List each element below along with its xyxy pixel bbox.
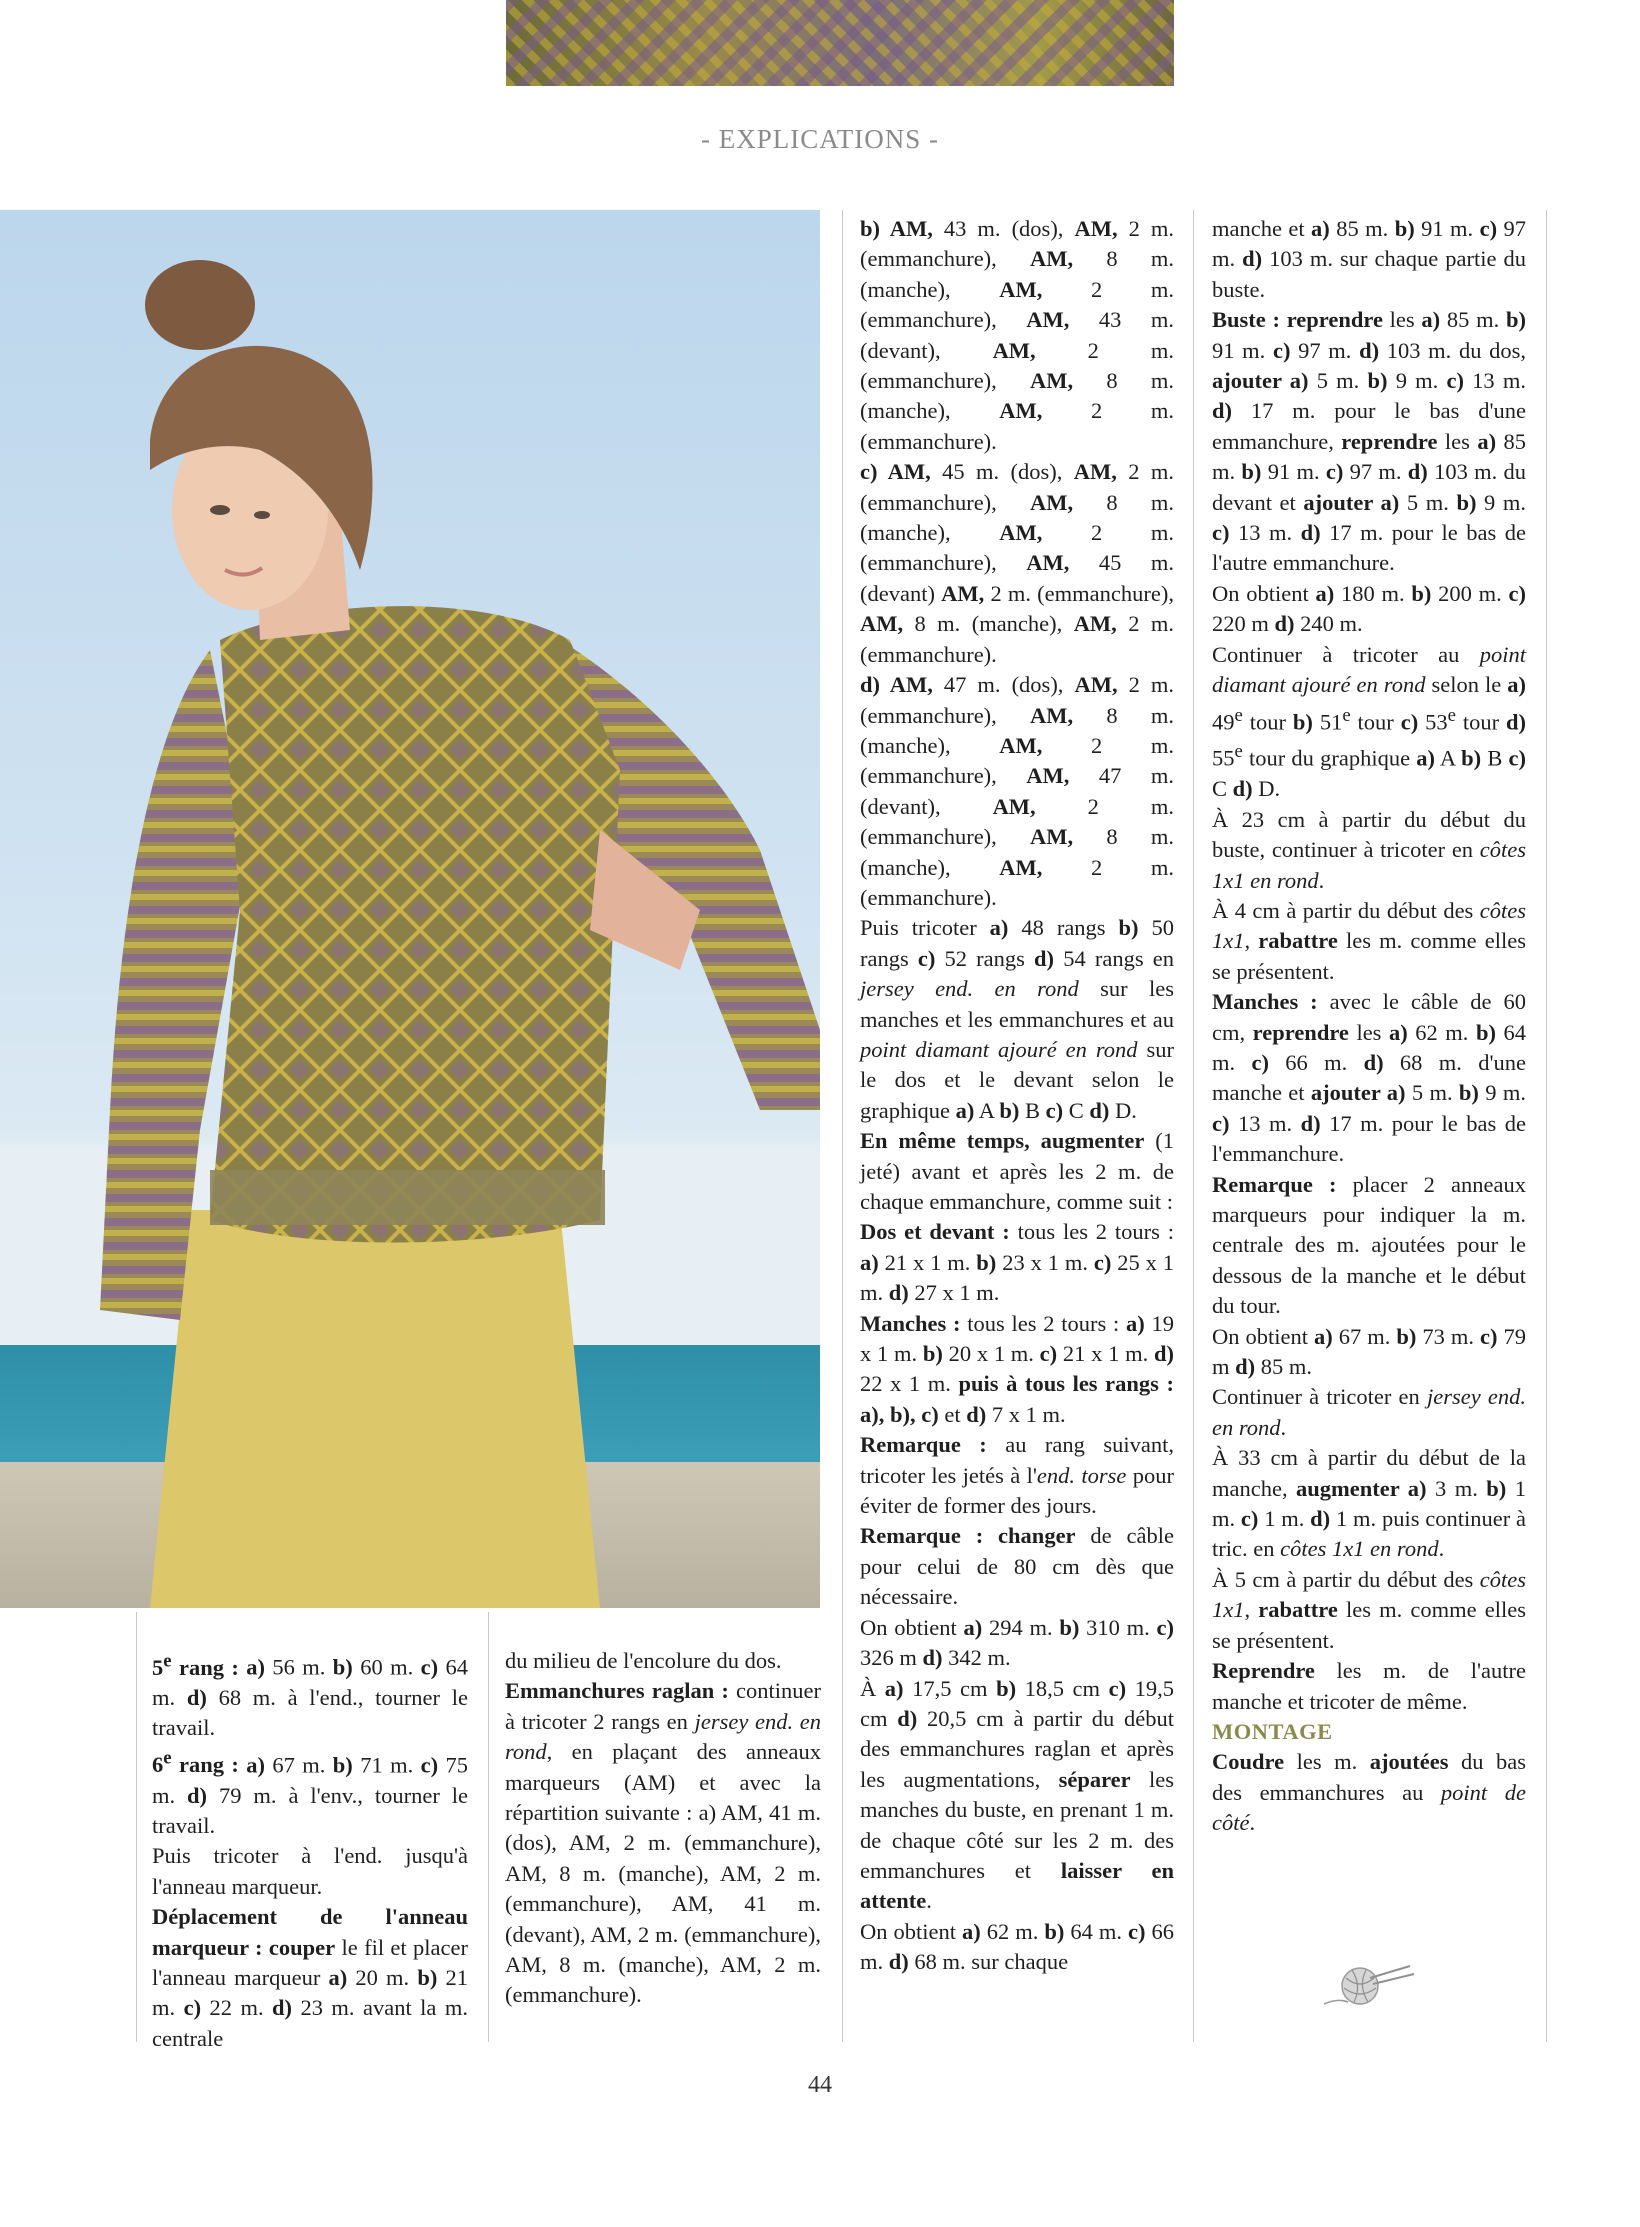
paragraph: Continuer à tricoter en jersey end. en rond. <box>1212 1384 1526 1440</box>
paragraph: Continuer à tricoter au point diamant ajouré en rond selon le a) 49e tour b) 51e tour c) 53e tour d) 55e tour du graphique a) A b) B c) C d) D. <box>1212 641 1527 802</box>
paragraph: manche et a) 85 m. b) 91 m. c) 97 m. d) 103 m. sur chaque partie du buste. <box>1212 216 1526 302</box>
paragraph: On obtient a) 67 m. b) 73 m. c) 79 m d) 85 m. <box>1212 1323 1526 1380</box>
paragraph: À 23 cm à partir du début du buste, continuer à tricoter en côtes 1x1 en rond. <box>1212 806 1526 893</box>
paragraph: Puis tricoter à l'end. jusqu'à l'anneau marqueur. <box>152 1843 468 1899</box>
paragraph: Remarque : changer de câble pour celui de 80 cm dès que nécessaire. <box>860 1523 1174 1610</box>
paragraph: On obtient a) 294 m. b) 310 m. c) 326 m d) 342 m. <box>860 1614 1174 1671</box>
paragraph: Emmanchures raglan : continuer à tricoter 2 rangs en jersey end. en rond, en plaçant des anneaux marqueurs (AM) et avec la répartition suivante : a) AM, 41 m. (dos), AM, 2 m. (emmanchure), AM, 8 m. (manche), AM, 2 m. (emmanchure), AM, 41 m. (devant), AM, 2 m. (emmanchure), AM, 8 m. (manche), AM, 2 m. (emmanchure). <box>505 1678 822 2008</box>
paragraph: Manches : avec le câble de 60 cm, reprendre les a) 62 m. b) 64 m. c) 66 m. d) 68 m. d'une manche et ajouter a) 5 m. b) 9 m. c) 13 m. d) 17 m. pour le bas de l'emmanchure. <box>1212 989 1526 1167</box>
column-divider <box>1193 210 1194 2042</box>
paragraph: Remarque : au rang suivant, tricoter les jetés à l'end. torse pour éviter de former des jours. <box>860 1432 1174 1519</box>
paragraph: Puis tricoter a) 48 rangs b) 50 rangs c) 52 rangs d) 54 rangs en jersey end. en rond sur les manches et les emmanchures et au point diamant ajouré en rond sur le dos et le devant selon le graphique a) A b) B c) C d) D. <box>860 915 1175 1123</box>
paragraph: d) AM, 47 m. (dos), AM, 2 m. (emmanchure), AM, 8 m. (manche), AM, 2 m. (emmanchure), AM, 47 m. (devant), AM, 2 m. (emmanchure), AM, 8 m. (manche), AM, 2 m. (emmanchure). <box>860 672 1174 910</box>
paragraph: Coudre les m. ajoutées du bas des emmanchures au point de côté. <box>1212 1749 1526 1836</box>
paragraph: c) AM, 45 m. (dos), AM, 2 m. (emmanchure), AM, 8 m. (manche), AM, 2 m. (emmanchure), AM, 45 m. (devant) AM, 2 m. (emmanchure), AM, 8 m. (manche), AM, 2 m. (emmanchure). <box>860 459 1174 667</box>
montage-heading: MONTAGE <box>1212 1718 1333 1744</box>
column-divider <box>1546 210 1547 2042</box>
paragraph: Dos et devant : tous les 2 tours : a) 21 x 1 m. b) 23 x 1 m. c) 25 x 1 m. d) 27 x 1 m. <box>860 1219 1174 1306</box>
column-divider <box>842 210 843 2042</box>
paragraph: En même temps, augmenter (1 jeté) avant et après les 2 m. de chaque emmanchure, comme suit : <box>860 1128 1174 1214</box>
paragraph: À 4 cm à partir du début des côtes 1x1, rabattre les m. comme elles se présentent. <box>1212 897 1527 984</box>
text-column-2 <box>505 1646 821 2011</box>
paragraph: À 33 cm à partir du début de la manche, augmenter a) 3 m. b) 1 m. c) 1 m. d) 1 m. puis continuer à tric. en côtes 1x1 en rond. <box>1212 1445 1527 1562</box>
paragraph: b) AM, 43 m. (dos), AM, 2 m. (emmanchure), AM, 8 m. (manche), AM, 2 m. (emmanchure), AM, 43 m. (devant), AM, 2 m. (emmanchure), AM, 8 m. (manche), AM, 2 m. (emmanchure). <box>860 216 1174 454</box>
paragraph: On obtient a) 180 m. b) 200 m. c) 220 m d) 240 m. <box>1212 580 1526 637</box>
paragraph: du milieu de l'encolure du dos. <box>505 1648 782 1673</box>
page-number: 44 <box>808 2072 832 2098</box>
paragraph: À 5 cm à partir du début des côtes 1x1, rabattre les m. comme elles se présentent. <box>1212 1566 1527 1653</box>
paragraph: Déplacement de l'anneau marqueur : couper le fil et placer l'anneau marqueur a) 20 m. b) 21 m. c) 22 m. d) 23 m. avant la m. centrale <box>152 1904 468 2051</box>
paragraph: 6e rang : a) 67 m. b) 71 m. c) 75 m. d) 79 m. à l'env., tourner le travail. <box>152 1747 468 1839</box>
text-column-3 <box>860 214 1174 1978</box>
text-column-4 <box>1212 214 1526 1839</box>
model-photo <box>0 210 820 1608</box>
text-column-1 <box>152 1646 468 2054</box>
paragraph: Remarque : placer 2 anneaux marqueurs pour indiquer la m. centrale des m. ajoutées pour le dessous de la manche et le début du tour. <box>1212 1171 1526 1319</box>
paragraph: Buste : reprendre les a) 85 m. b) 91 m. c) 97 m. d) 103 m. du dos, ajouter a) 5 m. b) 9 m. c) 13 m. d) 17 m. pour le bas d'une emmanchure, reprendre les a) 85 m. b) 91 m. c) 97 m. d) 103 m. du devant et ajouter a) 5 m. b) 9 m. c) 13 m. d) 17 m. pour le bas de l'autre emmanchure. <box>1212 307 1526 576</box>
section-title: - EXPLICATIONS - <box>701 124 939 154</box>
paragraph: À a) 17,5 cm b) 18,5 cm c) 19,5 cm d) 20,5 cm à partir du début des emmanchures raglan et après les augmentations, séparer les manches du buste, en prenant 1 m. de chaque côté sur les 2 m. des emmanchures et laisser en attente. <box>860 1675 1174 1914</box>
paragraph: On obtient a) 62 m. b) 64 m. c) 66 m. d) 68 m. sur chaque <box>860 1918 1174 1975</box>
paragraph: Manches : tous les 2 tours : a) 19 x 1 m. b) 20 x 1 m. c) 21 x 1 m. d) 22 x 1 m. puis à tous les rangs : a), b), c) et d) 7 x 1 m. <box>860 1310 1174 1427</box>
paragraph: Reprendre les m. de l'autre manche et tricoter de même. <box>1212 1658 1526 1714</box>
column-divider <box>488 1612 489 2042</box>
knit-swatch-banner <box>506 0 1174 86</box>
column-divider <box>136 1612 137 2042</box>
yarn-ball-icon <box>1318 1960 1418 2010</box>
model-silhouette <box>0 210 820 1608</box>
paragraph: 5e rang : a) 56 m. b) 60 m. c) 64 m. d) 68 m. à l'end., tourner le travail. <box>152 1650 468 1741</box>
